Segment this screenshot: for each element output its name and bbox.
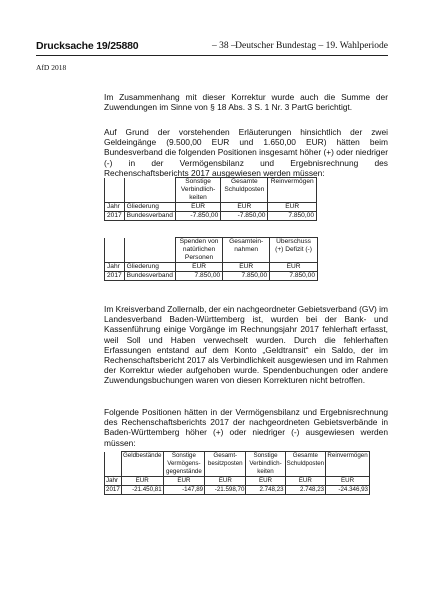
document-number: Drucksache 19/25880: [36, 40, 139, 52]
regional-correction-table: [104, 451, 370, 495]
column-header: Reinvermögen: [268, 178, 317, 203]
table-header-row: [105, 452, 370, 477]
balance-correction-table: [104, 177, 317, 221]
value-cell: -21.450,81: [121, 486, 163, 495]
value-cell: 7.850,00: [223, 272, 270, 281]
value-cell: -7.850,00: [221, 212, 268, 221]
parliament-label: Deutscher Bundestag – 19. Wahlperiode: [235, 41, 388, 51]
value-cell: 2.748,23: [246, 486, 285, 495]
table-row: [105, 486, 370, 495]
value-cell: 7.850,00: [175, 272, 222, 281]
table-unit-row: [105, 263, 318, 272]
unit-cell: EUR: [163, 477, 204, 486]
column-header-jahr: Jahr: [105, 263, 125, 272]
column-header: Überschuss (+) Defizit (-): [270, 238, 318, 263]
value-cell: -24.346,93: [326, 486, 370, 495]
unit-cell: EUR: [223, 263, 270, 272]
unit-cell: EUR: [221, 203, 268, 212]
unit-cell: EUR: [121, 477, 163, 486]
table-header-row: [105, 178, 317, 203]
value-cell: 7.850,00: [268, 212, 317, 221]
unit-cell: EUR: [326, 477, 370, 486]
paragraph-2: Auf Grund der vorstehenden Erläuterungen hinsichtlich der zwei Geldeingänge (9.500,00 EUR und 1.650,00 EUR) hätten beim Bundesverband die folgenden Positionen insgesamt höher (+) oder niedriger (-) in der Vermögensbilanz und Ergebnisrechnung des Rechenschaftsberichts 2017 ausgewiesen werden müssen:: [104, 127, 388, 178]
table-unit-row: [105, 477, 370, 486]
column-header: Sonstige Vermögens-gegenstände: [163, 452, 204, 477]
unit-cell: EUR: [270, 263, 318, 272]
unit-cell: EUR: [285, 477, 326, 486]
unit-cell: EUR: [205, 477, 246, 486]
paragraph-4: Folgende Positionen hätten in der Vermögensbilanz und Ergebnisrechnung des Rechenschaftsberichts 2017 der nachgeordneten Gebietsverbände in Baden-Württemberg höher (+) oder niedriger (-) ausgewiesen werden müssen:: [104, 407, 388, 448]
column-header-gliederung: Gliederung: [124, 203, 175, 212]
paragraph-1: Im Zusammenhang mit dieser Korrektur wurde auch die Summe der Zuwendungen im Sinne von § 18 Abs. 3 S. 1 Nr. 3 PartG berichtigt.: [104, 92, 388, 113]
unit-cell: EUR: [175, 203, 220, 212]
unit-cell: EUR: [268, 203, 317, 212]
column-header: Gesamte Schuldposten: [285, 452, 326, 477]
column-header-jahr: Jahr: [105, 477, 122, 486]
column-header-jahr: Jahr: [105, 203, 125, 212]
section-tag: AfD 2018: [36, 63, 67, 72]
column-header: Geldbestände: [121, 452, 163, 477]
organization-cell: Bundesverband: [124, 272, 175, 281]
running-header: [36, 40, 388, 54]
column-header: Gesamtein-nahmen: [223, 238, 270, 263]
column-header: Gesamt-besitzposten: [205, 452, 246, 477]
value-cell: -21.598,70: [205, 486, 246, 495]
unit-cell: EUR: [175, 263, 222, 272]
unit-cell: EUR: [246, 477, 285, 486]
column-header: Gesamte Schuldposten: [221, 178, 268, 203]
year-cell: 2017: [105, 212, 125, 221]
year-cell: 2017: [106, 486, 120, 493]
value-cell: -7.850,00: [175, 212, 220, 221]
table-row: [105, 272, 318, 281]
header-divider: [36, 55, 388, 56]
page-number: – 38 –: [212, 41, 236, 51]
income-correction-table: [104, 237, 318, 281]
organization-cell: Bundesverband: [124, 212, 175, 221]
column-header: Sonstige Verbindlich-keiten: [246, 452, 285, 477]
column-header-gliederung: Gliederung: [124, 263, 175, 272]
column-header: Sonstige Verbindlich-keiten: [175, 178, 220, 203]
value-cell: 7.850,00: [270, 272, 318, 281]
year-cell: 2017: [105, 272, 125, 281]
column-header: Reinvermögen: [326, 452, 370, 477]
table-unit-row: [105, 203, 317, 212]
table-row: [105, 212, 317, 221]
column-header: Spenden von natürlichen Personen: [175, 238, 222, 263]
value-cell: 2.748,23: [285, 486, 326, 495]
value-cell: -147,89: [163, 486, 204, 495]
table-header-row: [105, 238, 318, 263]
paragraph-3: Im Kreisverband Zollernalb, der ein nachgeordneter Gebietsverband (GV) im Landesverband Baden-Württemberg ist, wurden bei der Bank- und Kassenführung einige Vorgänge im Rechnungsjahr 2017 fehlerhaft erfasst, weil Soll und Haben verwechselt wurden. Durch die fehlerhaften Erfassungen entstand auf dem Konto „Geldtransit“ ein Saldo, der im Rechenschaftsbericht 2017 als Verbindlichkeit ausgewiesen und im Rahmen der Korrektur wieder aufgehoben wurde. Spendenbuchungen oder andere Zuwendungsbuchungen waren von diesen Korrekturen nicht betroffen.: [104, 304, 388, 386]
